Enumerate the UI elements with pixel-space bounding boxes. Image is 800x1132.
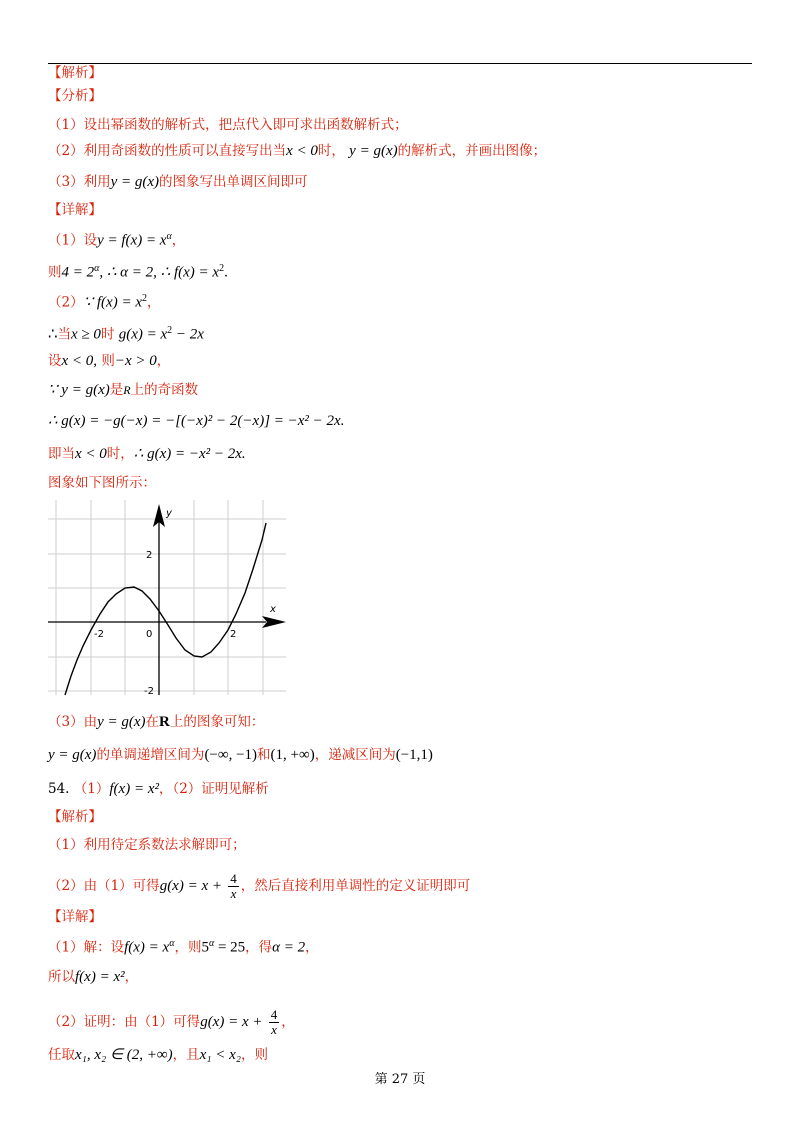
function-graph: [48, 500, 293, 700]
detail2-line-3: [48, 1008, 295, 1037]
math: 5: [201, 939, 209, 956]
math-sup: α: [169, 938, 175, 949]
text: 是: [109, 382, 124, 398]
detail-line-8: [48, 445, 246, 463]
text: ，: [281, 1014, 295, 1030]
text: （2）: [48, 294, 84, 311]
fraction-numerator: 4: [270, 1007, 278, 1022]
math: (1, +∞): [270, 747, 315, 763]
math: f(x) = x²: [109, 781, 159, 797]
math: f(x) = x: [124, 939, 170, 956]
math: R: [123, 383, 131, 397]
math: ∴ g(x) = −g(−x) = −[(−x)² − 2(−x)] = −x² − 2x.: [48, 413, 345, 429]
text: 即当: [48, 446, 75, 462]
detail-line-9: 图象如下图所示：: [48, 475, 156, 491]
tick-label: 2: [146, 550, 153, 561]
text: 上的奇函数: [130, 382, 199, 398]
math: α = 2: [272, 939, 306, 956]
fraction-denominator: x: [271, 1022, 277, 1037]
detail2-line-4: [48, 1046, 268, 1064]
text: 的单调递增区间为: [96, 747, 205, 763]
tick-label: -2: [144, 686, 154, 697]
math: g(x) = x +: [159, 878, 222, 894]
text: 时，: [317, 143, 345, 159]
text: 的图象写出单调区间即可: [159, 174, 308, 190]
math-sup: α: [166, 231, 172, 242]
detail-line-3: [48, 290, 160, 312]
analysis2-line-2: [48, 872, 470, 901]
text: ，: [305, 939, 319, 956]
text: ，: [146, 294, 161, 311]
math-sup: 2: [167, 325, 173, 336]
math: (−1,1): [395, 747, 433, 763]
curve: [65, 523, 266, 695]
text: 设: [48, 353, 62, 369]
question-number: 54.: [48, 781, 70, 797]
header-rule: [48, 63, 752, 64]
text: 任取: [48, 1047, 75, 1063]
analysis-line-2: [48, 142, 546, 160]
math-sup: α: [208, 938, 215, 949]
math: y = g(x): [349, 143, 398, 159]
text: ，（2）证明见解析: [158, 781, 269, 797]
math: ∴ g(x) = −x² − 2x.: [133, 446, 246, 462]
math: y = f(x) = x: [97, 232, 167, 249]
jiexi-heading: 【解析】: [48, 65, 102, 81]
text: ，且: [172, 1047, 200, 1063]
math-sup: 2: [219, 263, 225, 274]
math: y = g(x): [97, 714, 146, 730]
text: （2）由（1）可得: [48, 878, 160, 894]
text: 则: [101, 353, 115, 369]
math: x < 0: [286, 143, 318, 159]
math: y = g(x): [110, 174, 160, 190]
math-sup: α: [94, 263, 100, 274]
page-number: 第 27 页: [374, 1072, 426, 1087]
analysis2-line-1: （1）利用待定系数法求解即可；: [48, 837, 246, 853]
text: （3）由: [48, 714, 98, 730]
fraction: [269, 1008, 280, 1037]
math: , ∴ α = 2, ∴ f(x) = x: [99, 264, 220, 281]
detail-line-10: [48, 713, 264, 731]
math-sup: 2: [141, 293, 147, 304]
detail2-line-2: [48, 968, 138, 986]
origin-label: 0: [146, 629, 153, 640]
math: x₁, x₂ ∈ (2, +∞): [75, 1047, 173, 1063]
fenxi-heading: 【分析】: [48, 88, 102, 104]
math: (−∞, −1): [204, 747, 258, 763]
math: x < 0,: [61, 353, 98, 369]
text: ，则: [174, 939, 202, 956]
math: ∵ f(x) = x: [83, 294, 142, 311]
text: ，然后直接利用单调性的定义证明即可: [240, 878, 471, 894]
text: 和: [257, 747, 271, 763]
math: g(x) = x: [118, 326, 168, 343]
text: （1）: [73, 781, 110, 797]
text: 时: [100, 326, 115, 343]
detail-line-4: [48, 322, 204, 344]
fraction-numerator: 4: [230, 871, 237, 886]
grid: [48, 500, 286, 695]
text: 则: [48, 264, 62, 281]
detail-line-6: [48, 381, 198, 399]
math: g(x) = x +: [200, 1014, 263, 1030]
xiangjie-heading: 【详解】: [48, 202, 102, 218]
text: ，递减区间为: [314, 747, 396, 763]
fraction-denominator: x: [230, 886, 237, 901]
text: （1）设: [48, 232, 98, 249]
x-axis-label: x: [270, 604, 276, 615]
math: 4 = 2: [61, 264, 95, 281]
math: x < 0: [75, 446, 107, 462]
text: （1）解：设: [48, 939, 125, 956]
text: （3）利用: [48, 174, 111, 190]
text: 所以: [48, 969, 75, 985]
detail-line-5: [48, 352, 170, 370]
jiexi-heading-2: 【解析】: [48, 809, 102, 825]
tick-label: -2: [94, 629, 104, 640]
q54-answer-line: [48, 780, 269, 798]
text: ，: [156, 353, 171, 369]
text: 在: [145, 714, 160, 730]
analysis-line-3: [48, 173, 308, 191]
analysis-line-1: （1）设出幂函数的解析式，把点代入即可求出函数解析式；: [48, 117, 408, 133]
math: y = g(x): [48, 747, 97, 763]
math: x₁ < x₂: [199, 1047, 241, 1063]
text: （2）证明：由（1）可得: [48, 1014, 201, 1030]
detail2-line-1: [48, 935, 319, 957]
math: = 25: [214, 939, 246, 956]
detail-line-7: [48, 412, 344, 430]
math: f(x) = x²: [75, 969, 125, 985]
detail-line-2: [48, 260, 228, 282]
math: x ≥ 0: [71, 326, 101, 343]
math: ∴: [48, 326, 58, 343]
math: .: [224, 264, 228, 281]
text: 的解析式，并画出图像；: [397, 143, 547, 159]
math: R: [159, 714, 170, 730]
detail-line-11: [48, 746, 433, 764]
math: −x > 0: [114, 353, 157, 369]
tick-label: 2: [230, 629, 237, 640]
text: ，则: [241, 1047, 268, 1063]
text: 上的图象可知：: [169, 714, 265, 730]
text: 当: [57, 326, 72, 343]
text: ，得: [245, 939, 273, 956]
text: ，: [171, 232, 186, 249]
fraction: [228, 872, 239, 901]
text: 时，: [106, 446, 134, 462]
detail-line-1: [48, 228, 185, 250]
text: ，: [124, 969, 139, 985]
xiangjie-heading-2: 【详解】: [48, 909, 102, 925]
math: ∵ y = g(x): [48, 382, 110, 398]
text: （2）利用奇函数的性质可以直接写出当: [48, 143, 287, 159]
y-axis-label: y: [166, 508, 172, 519]
math: − 2x: [172, 326, 204, 343]
